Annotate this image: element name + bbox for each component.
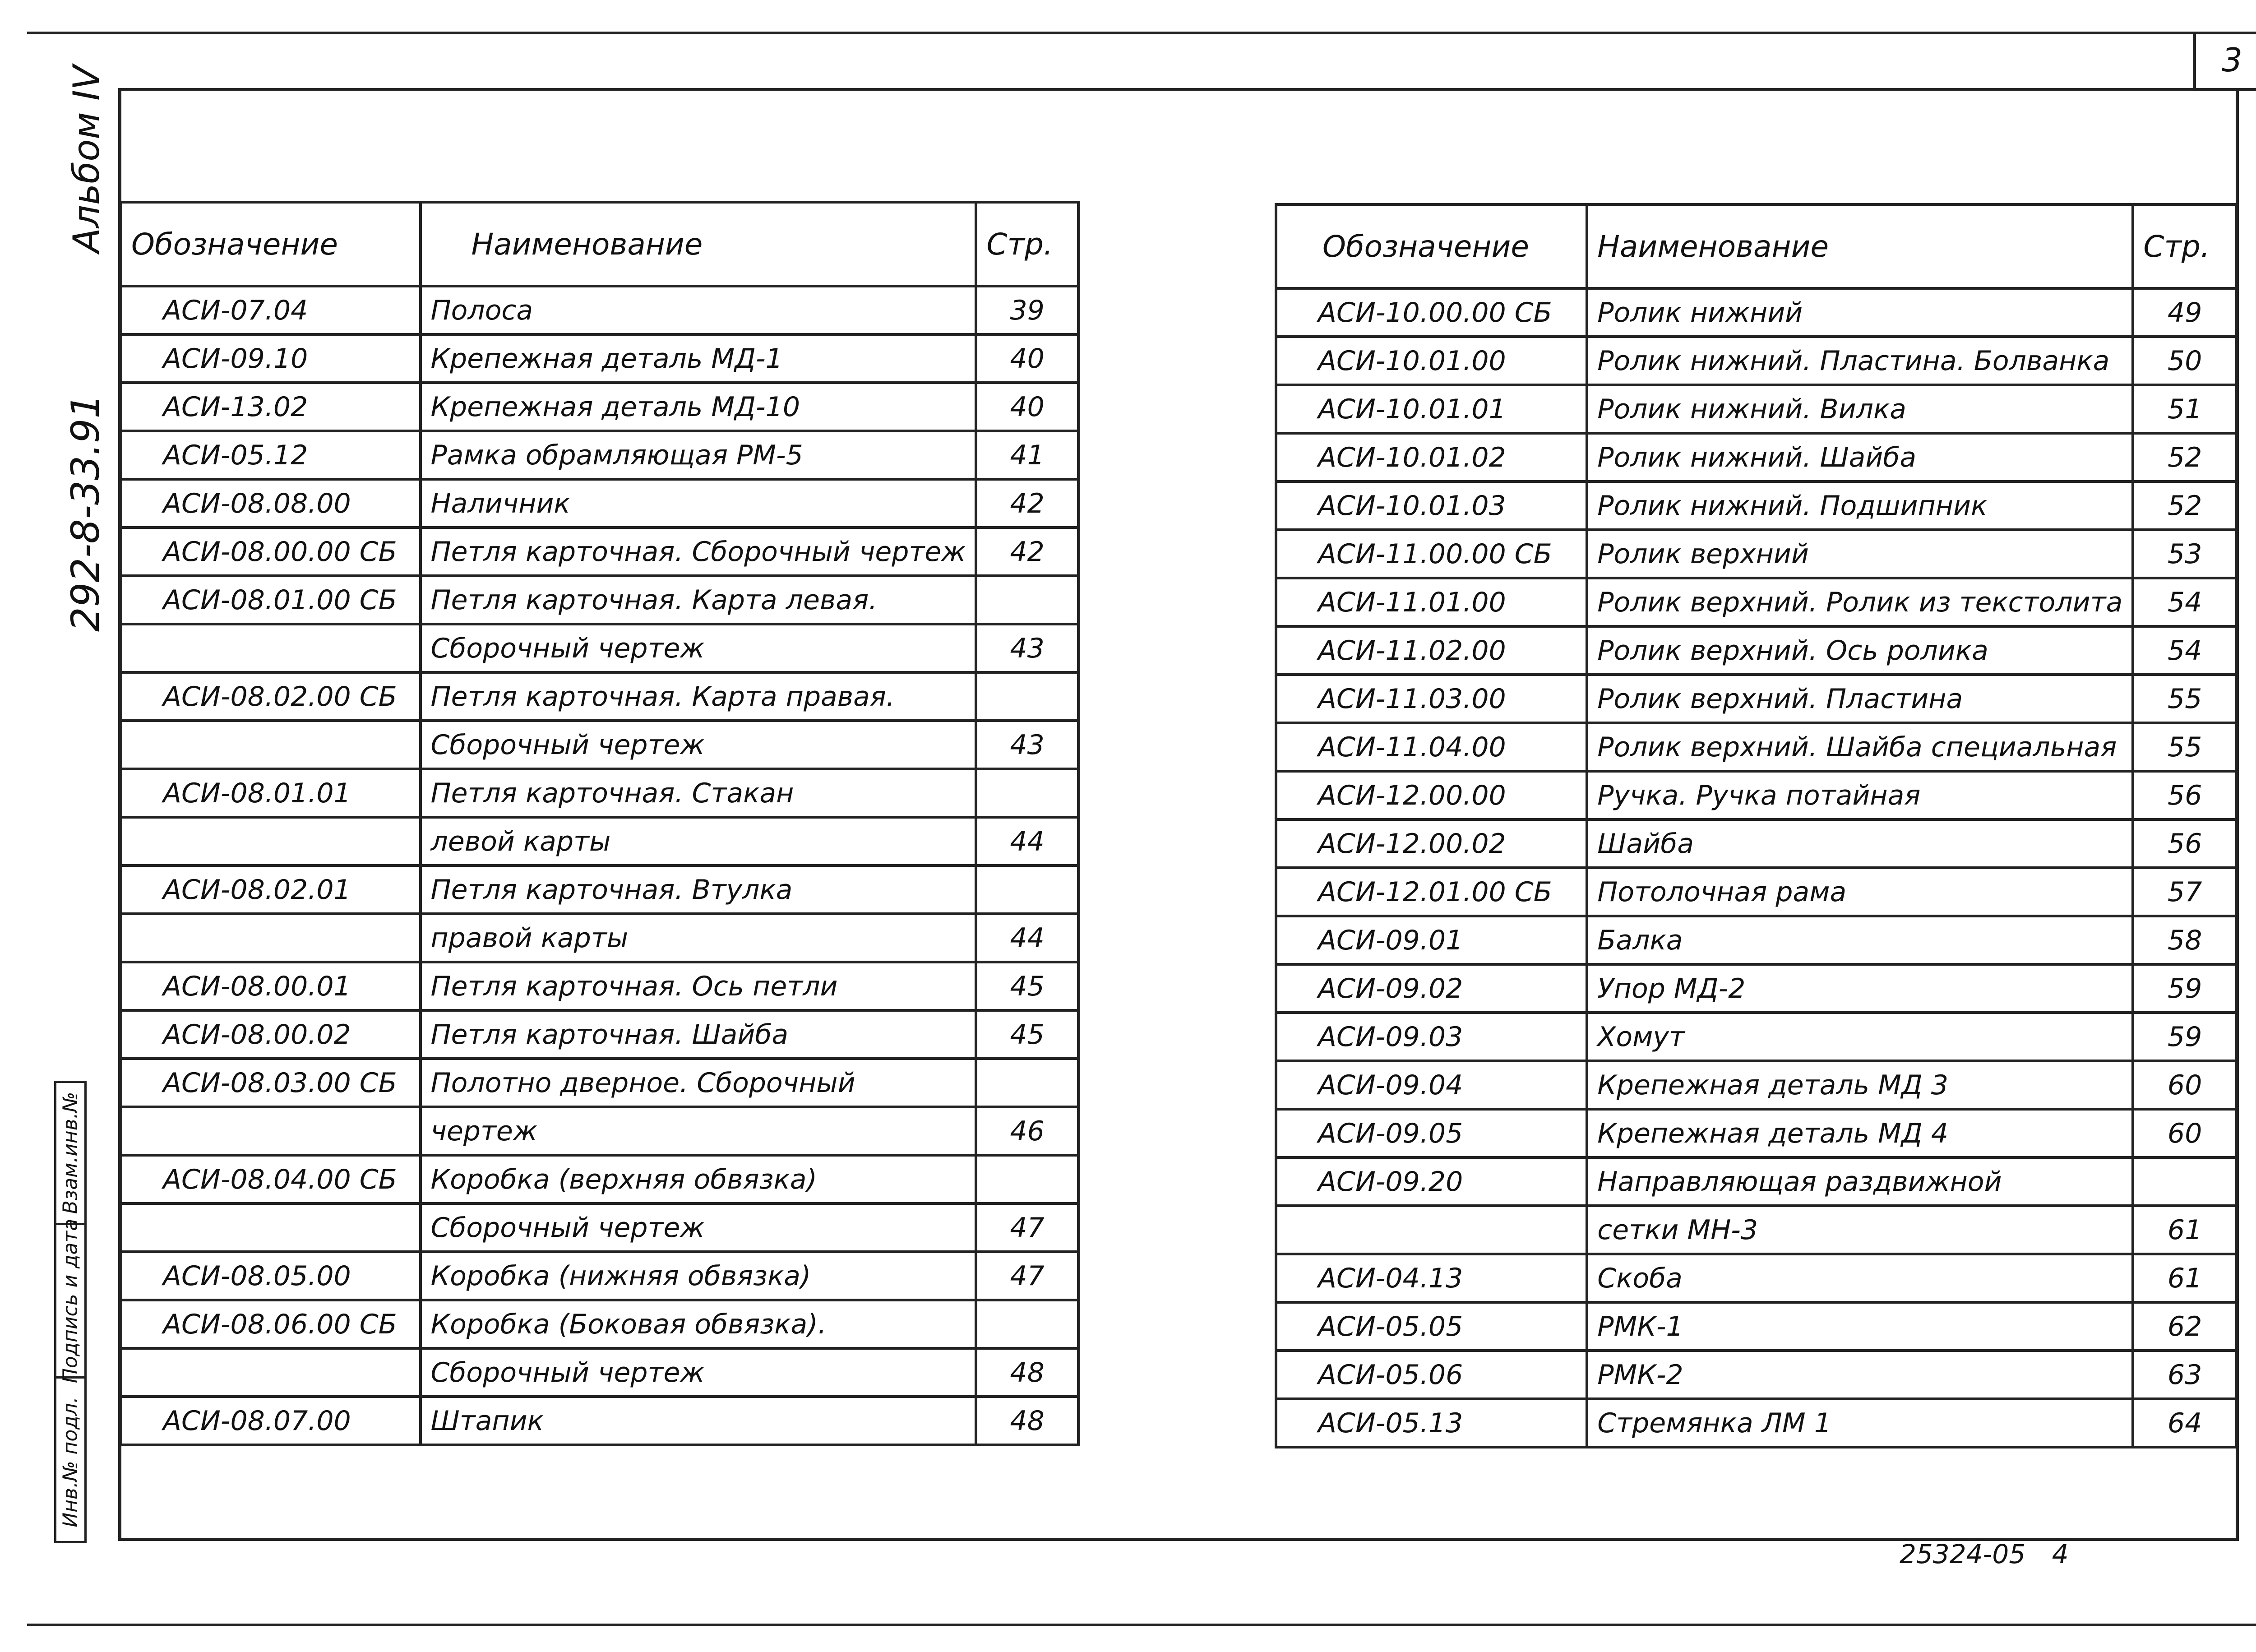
cell-page: 44 — [976, 817, 1078, 865]
cell-page: 55 — [2133, 723, 2237, 771]
cell-page: 45 — [976, 1010, 1078, 1059]
cell-designation: АСИ-08.01.01 — [121, 769, 421, 817]
cell-designation — [121, 1203, 421, 1252]
cell-designation: АСИ-09.03 — [1276, 1013, 1587, 1061]
table-row — [121, 672, 1078, 721]
cell-designation — [121, 817, 421, 865]
cell-name: Петля карточная. Сборочный чертеж — [421, 528, 976, 576]
cell-name: Сборочный чертеж — [421, 624, 976, 672]
cell-page: 60 — [2133, 1061, 2237, 1109]
cell-name: Шайба — [1587, 819, 2133, 868]
cell-name: РМК-2 — [1587, 1351, 2133, 1399]
cell-designation: АСИ-08.00.01 — [121, 962, 421, 1010]
cell-page: 60 — [2133, 1109, 2237, 1157]
cell-designation: АСИ-08.00.00 СБ — [121, 528, 421, 576]
cell-designation: АСИ-07.04 — [121, 286, 421, 334]
cell-designation: АСИ-11.03.00 — [1276, 675, 1587, 723]
cell-designation: АСИ-08.07.00 — [121, 1397, 421, 1445]
table-row — [121, 528, 1078, 576]
cell-name: Потолочная рама — [1587, 868, 2133, 916]
cell-designation: АСИ-04.13 — [1276, 1254, 1587, 1302]
cell-name: Ролик нижний. Шайба — [1587, 433, 2133, 481]
cell-page: 41 — [976, 431, 1078, 479]
cell-designation: АСИ-10.01.03 — [1276, 481, 1587, 530]
cell-designation: АСИ-08.05.00 — [121, 1252, 421, 1300]
bottom-rule — [27, 1624, 2256, 1626]
cell-name: Штапик — [421, 1397, 976, 1445]
table-row — [121, 1300, 1078, 1348]
cell-name: Рамка обрамляющая РМ-5 — [421, 431, 976, 479]
header-name: Наименование — [1587, 204, 2133, 288]
cell-page: 54 — [2133, 578, 2237, 626]
cell-name: Полотно дверное. Сборочный — [421, 1059, 976, 1107]
table-row — [1276, 771, 2237, 819]
cell-name: Хомут — [1587, 1013, 2133, 1061]
table-row — [1276, 916, 2237, 964]
cell-name: сетки МН-3 — [1587, 1206, 2133, 1254]
cell-name: Петля карточная. Карта правая. — [421, 672, 976, 721]
cell-name: Упор МД-2 — [1587, 964, 2133, 1013]
cell-name: Ролик верхний — [1587, 530, 2133, 578]
cell-page: 53 — [2133, 530, 2237, 578]
cell-page — [976, 672, 1078, 721]
cell-page: 63 — [2133, 1351, 2237, 1399]
stamp-cell-inv — [56, 1376, 84, 1546]
table-row — [1276, 1206, 2237, 1254]
table-row — [1276, 1302, 2237, 1351]
table-row — [121, 1107, 1078, 1155]
table-row — [121, 769, 1078, 817]
cell-page: 48 — [976, 1397, 1078, 1445]
cell-name: Ролик нижний. Вилка — [1587, 385, 2133, 433]
stamp-label: Инв.№ подл. — [59, 1397, 82, 1527]
table-row — [121, 721, 1078, 769]
cell-page: 47 — [976, 1252, 1078, 1300]
cell-designation: АСИ-05.05 — [1276, 1302, 1587, 1351]
cell-designation — [121, 914, 421, 962]
cell-page: 43 — [976, 624, 1078, 672]
cell-page: 46 — [976, 1107, 1078, 1155]
cell-designation: АСИ-09.10 — [121, 334, 421, 383]
cell-designation: АСИ-10.01.01 — [1276, 385, 1587, 433]
cell-page: 57 — [2133, 868, 2237, 916]
table-row — [1276, 626, 2237, 675]
cell-name: Коробка (Боковая обвязка). — [421, 1300, 976, 1348]
cell-page: 40 — [976, 334, 1078, 383]
left-spec-table — [120, 201, 1080, 1446]
cell-name: Ручка. Ручка потайная — [1587, 771, 2133, 819]
table-row — [121, 576, 1078, 624]
table-row — [121, 334, 1078, 383]
table-row — [1276, 964, 2237, 1013]
table-row — [121, 865, 1078, 914]
cell-designation: АСИ-09.20 — [1276, 1157, 1587, 1206]
cell-name: Коробка (верхняя обвязка) — [421, 1155, 976, 1203]
side-project-code: 292-8-33.91 — [63, 393, 108, 632]
cell-name: Ролик верхний. Ось ролика — [1587, 626, 2133, 675]
table-row — [121, 1203, 1078, 1252]
cell-name: правой карты — [421, 914, 976, 962]
cell-page: 62 — [2133, 1302, 2237, 1351]
table-row — [1276, 868, 2237, 916]
header-designation: Обозначение — [121, 202, 421, 286]
cell-designation — [1276, 1206, 1587, 1254]
cell-designation: АСИ-12.00.02 — [1276, 819, 1587, 868]
cell-designation: АСИ-09.05 — [1276, 1109, 1587, 1157]
header-page: Стр. — [2133, 204, 2237, 288]
cell-page: 48 — [976, 1348, 1078, 1397]
stamp-cell-replace — [56, 1083, 84, 1223]
table-row — [1276, 675, 2237, 723]
cell-designation: АСИ-05.06 — [1276, 1351, 1587, 1399]
table-row — [1276, 819, 2237, 868]
cell-name: Балка — [1587, 916, 2133, 964]
table-row — [1276, 288, 2237, 337]
table-header-row — [1276, 204, 2237, 288]
cell-page — [976, 1059, 1078, 1107]
table-row — [121, 1059, 1078, 1107]
cell-name: Сборочный чертеж — [421, 1203, 976, 1252]
cell-name: Наличник — [421, 479, 976, 528]
table-row — [121, 817, 1078, 865]
document-code — [1900, 1539, 2069, 1569]
table-header-row — [121, 202, 1078, 286]
cell-designation: АСИ-11.00.00 СБ — [1276, 530, 1587, 578]
cell-page: 59 — [2133, 964, 2237, 1013]
cell-name: Ролик нижний — [1587, 288, 2133, 337]
right-spec-table — [1275, 203, 2238, 1448]
table-row — [121, 1010, 1078, 1059]
cell-page: 52 — [2133, 433, 2237, 481]
cell-name: Крепежная деталь МД-1 — [421, 334, 976, 383]
cell-name: Крепежная деталь МД 4 — [1587, 1109, 2133, 1157]
cell-designation: АСИ-10.01.02 — [1276, 433, 1587, 481]
stamp-cell-sign — [56, 1218, 84, 1383]
table-row — [1276, 578, 2237, 626]
header-page: Стр. — [976, 202, 1078, 286]
cell-name: Петля карточная. Втулка — [421, 865, 976, 914]
table-row — [121, 479, 1078, 528]
table-row — [1276, 337, 2237, 385]
table-row — [121, 914, 1078, 962]
cell-page: 64 — [2133, 1399, 2237, 1447]
cell-designation: АСИ-09.04 — [1276, 1061, 1587, 1109]
side-stamp — [54, 1081, 87, 1543]
cell-designation: АСИ-11.02.00 — [1276, 626, 1587, 675]
table-row — [1276, 1399, 2237, 1447]
cell-designation — [121, 1107, 421, 1155]
cell-page — [976, 769, 1078, 817]
cell-name: Петля карточная. Карта левая. — [421, 576, 976, 624]
cell-page: 61 — [2133, 1254, 2237, 1302]
cell-page — [2133, 1157, 2237, 1206]
cell-name: Сборочный чертеж — [421, 1348, 976, 1397]
cell-designation: АСИ-08.01.00 СБ — [121, 576, 421, 624]
cell-designation: АСИ-10.00.00 СБ — [1276, 288, 1587, 337]
cell-page — [976, 865, 1078, 914]
table-row — [1276, 1013, 2237, 1061]
cell-name: Петля карточная. Шайба — [421, 1010, 976, 1059]
sheet-number: 3 — [2193, 32, 2256, 91]
cell-page: 55 — [2133, 675, 2237, 723]
cell-designation: АСИ-08.02.01 — [121, 865, 421, 914]
cell-page: 49 — [2133, 288, 2237, 337]
table-row — [1276, 530, 2237, 578]
table-row — [1276, 1109, 2237, 1157]
table-row — [1276, 481, 2237, 530]
cell-designation: АСИ-09.02 — [1276, 964, 1587, 1013]
cell-designation — [121, 624, 421, 672]
cell-page: 56 — [2133, 819, 2237, 868]
cell-name: Полоса — [421, 286, 976, 334]
cell-page: 50 — [2133, 337, 2237, 385]
cell-page: 51 — [2133, 385, 2237, 433]
cell-name: левой карты — [421, 817, 976, 865]
cell-name: Сборочный чертеж — [421, 721, 976, 769]
stamp-label: Подпись и дата — [59, 1218, 82, 1383]
cell-designation: АСИ-13.02 — [121, 383, 421, 431]
cell-page: 54 — [2133, 626, 2237, 675]
table-row — [1276, 1157, 2237, 1206]
cell-name: Направляющая раздвижной — [1587, 1157, 2133, 1206]
cell-designation: АСИ-12.00.00 — [1276, 771, 1587, 819]
cell-name: Ролик верхний. Ролик из текстолита — [1587, 578, 2133, 626]
table-row — [121, 1252, 1078, 1300]
cell-page — [976, 1155, 1078, 1203]
cell-page: 47 — [976, 1203, 1078, 1252]
header-designation: Обозначение — [1276, 204, 1587, 288]
cell-name: Стремянка ЛМ 1 — [1587, 1399, 2133, 1447]
cell-designation: АСИ-08.03.00 СБ — [121, 1059, 421, 1107]
side-album-title: Альбом IV — [65, 65, 107, 253]
cell-name: Ролик верхний. Шайба специальная — [1587, 723, 2133, 771]
table-row — [1276, 1254, 2237, 1302]
table-row — [121, 383, 1078, 431]
cell-page: 59 — [2133, 1013, 2237, 1061]
cell-designation: АСИ-05.13 — [1276, 1399, 1587, 1447]
cell-designation — [121, 721, 421, 769]
cell-page — [976, 1300, 1078, 1348]
cell-name: РМК-1 — [1587, 1302, 2133, 1351]
table-row — [1276, 385, 2237, 433]
cell-designation: АСИ-08.06.00 СБ — [121, 1300, 421, 1348]
table-row — [121, 624, 1078, 672]
top-rule — [27, 32, 2256, 34]
cell-name: Петля карточная. Стакан — [421, 769, 976, 817]
table-row — [1276, 433, 2237, 481]
document-code-number: 25324-05 — [1900, 1539, 2026, 1569]
cell-designation: АСИ-11.04.00 — [1276, 723, 1587, 771]
cell-page: 42 — [976, 528, 1078, 576]
cell-designation: АСИ-08.02.00 СБ — [121, 672, 421, 721]
cell-page: 44 — [976, 914, 1078, 962]
cell-page: 40 — [976, 383, 1078, 431]
cell-page: 58 — [2133, 916, 2237, 964]
header-name: Наименование — [421, 202, 976, 286]
table-row — [1276, 723, 2237, 771]
cell-name: чертеж — [421, 1107, 976, 1155]
table-row — [121, 962, 1078, 1010]
cell-name: Скоба — [1587, 1254, 2133, 1302]
table-row — [121, 286, 1078, 334]
cell-designation: АСИ-08.00.02 — [121, 1010, 421, 1059]
table-row — [121, 1348, 1078, 1397]
stamp-label: Взам.инв.№ — [59, 1092, 82, 1214]
cell-page: 56 — [2133, 771, 2237, 819]
table-row — [1276, 1351, 2237, 1399]
table-row — [121, 1397, 1078, 1445]
cell-designation: АСИ-08.04.00 СБ — [121, 1155, 421, 1203]
cell-page: 42 — [976, 479, 1078, 528]
cell-page: 39 — [976, 286, 1078, 334]
cell-designation: АСИ-10.01.00 — [1276, 337, 1587, 385]
cell-designation: АСИ-11.01.00 — [1276, 578, 1587, 626]
table-row — [121, 1155, 1078, 1203]
document-code-sheet: 4 — [2052, 1539, 2069, 1569]
cell-page: 43 — [976, 721, 1078, 769]
cell-name: Крепежная деталь МД 3 — [1587, 1061, 2133, 1109]
cell-name: Коробка (нижняя обвязка) — [421, 1252, 976, 1300]
cell-designation: АСИ-05.12 — [121, 431, 421, 479]
cell-page — [976, 576, 1078, 624]
cell-name: Ролик верхний. Пластина — [1587, 675, 2133, 723]
cell-page: 52 — [2133, 481, 2237, 530]
cell-name: Ролик нижний. Пластина. Болванка — [1587, 337, 2133, 385]
table-row — [121, 431, 1078, 479]
cell-name: Крепежная деталь МД-10 — [421, 383, 976, 431]
cell-designation — [121, 1348, 421, 1397]
cell-designation: АСИ-12.01.00 СБ — [1276, 868, 1587, 916]
table-row — [1276, 1061, 2237, 1109]
cell-page: 45 — [976, 962, 1078, 1010]
cell-name: Петля карточная. Ось петли — [421, 962, 976, 1010]
cell-designation: АСИ-09.01 — [1276, 916, 1587, 964]
cell-designation: АСИ-08.08.00 — [121, 479, 421, 528]
cell-page: 61 — [2133, 1206, 2237, 1254]
cell-name: Ролик нижний. Подшипник — [1587, 481, 2133, 530]
